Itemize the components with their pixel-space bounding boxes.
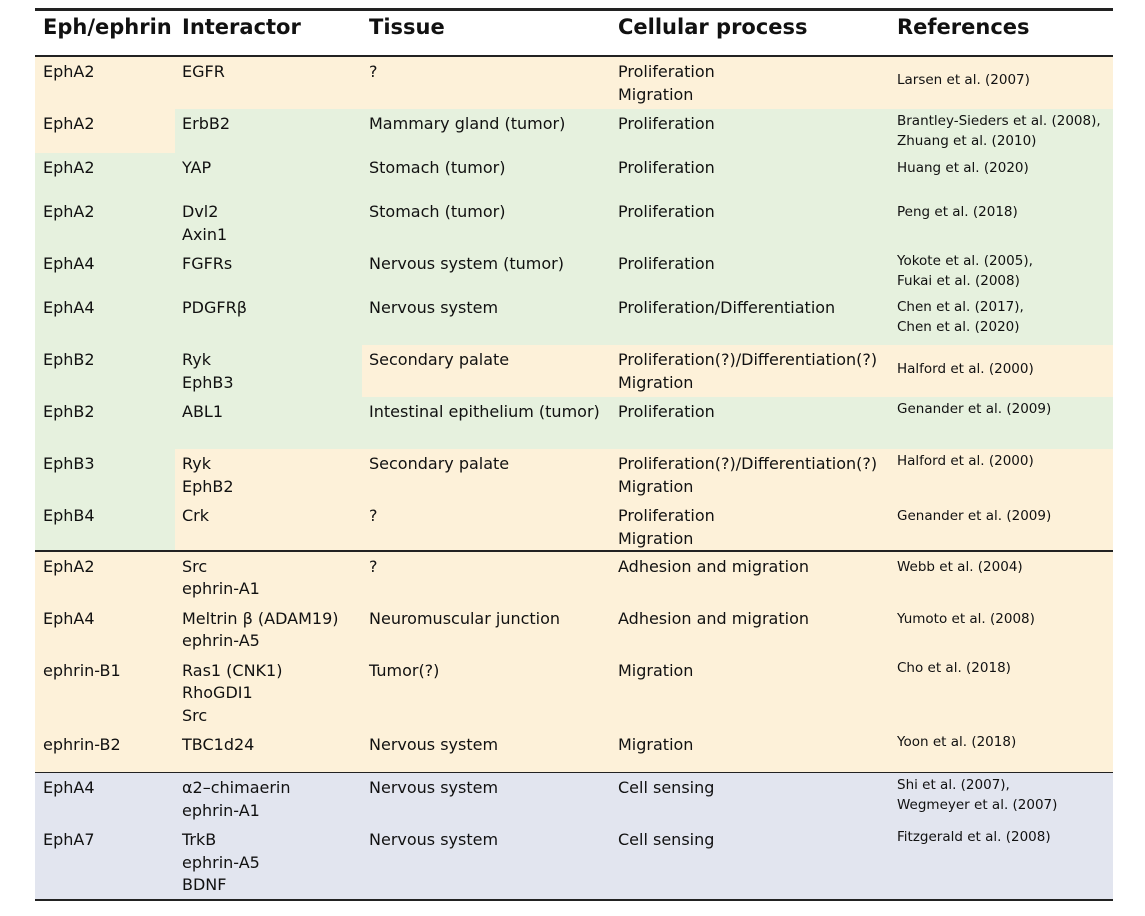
interactor-cell bbox=[182, 734, 254, 757]
reference-line: Yoon et al. (2018) bbox=[897, 733, 1017, 750]
eph-cell: EphB3 bbox=[43, 454, 95, 473]
interactor-cell bbox=[182, 349, 234, 394]
interactor-line: Crk bbox=[182, 506, 210, 525]
process-line: Migration bbox=[618, 660, 694, 680]
interactor-line: Src bbox=[182, 705, 208, 725]
table-row bbox=[35, 345, 1113, 397]
eph-cell: ephrin-B1 bbox=[43, 660, 121, 680]
interactor-cell bbox=[182, 608, 339, 653]
reference-line: Chen et al. (2020) bbox=[897, 319, 1020, 335]
reference-line: Zhuang et al. (2010) bbox=[897, 133, 1037, 149]
process-line: Migration bbox=[618, 734, 694, 754]
tissue-cell: Stomach (tumor) bbox=[369, 202, 506, 221]
eph-cell: EphA4 bbox=[43, 254, 95, 273]
eph-cell: EphA2 bbox=[43, 114, 95, 133]
interactor-line: Ryk bbox=[182, 454, 211, 473]
table-header bbox=[35, 11, 1113, 57]
reference-line: Fitzgerald et al. (2008) bbox=[897, 829, 1051, 845]
process-line: Adhesion and migration bbox=[618, 608, 810, 628]
eph-cell: EphB4 bbox=[43, 506, 95, 525]
interactor-line: ephrin-A1 bbox=[182, 800, 260, 820]
process-line: Proliferation(?)/Differentiation(?) bbox=[618, 350, 878, 369]
header-interactor: Interactor bbox=[182, 15, 301, 39]
interactor-line: EphB2 bbox=[182, 476, 234, 496]
eph-cell: ephrin-B2 bbox=[43, 734, 121, 754]
interactor-line: Ryk bbox=[182, 350, 211, 369]
process-cell bbox=[618, 113, 715, 136]
interactor-cell bbox=[182, 453, 234, 498]
eph-cell: EphA2 bbox=[43, 202, 95, 221]
reference-line: Yumoto et al. (2008) bbox=[897, 610, 1035, 627]
process-cell bbox=[618, 253, 715, 276]
reference-line: Wegmeyer et al. (2007) bbox=[897, 797, 1058, 813]
reference-cell bbox=[897, 557, 1023, 577]
header-references: References bbox=[897, 15, 1030, 39]
interactor-cell bbox=[182, 401, 223, 424]
table-row bbox=[35, 825, 1113, 899]
process-cell bbox=[618, 660, 693, 683]
interactor-line: Ras1 (CNK1) bbox=[182, 660, 283, 680]
reference-cell bbox=[897, 111, 1101, 151]
process-line: Proliferation bbox=[618, 158, 715, 177]
interactor-line: EphB3 bbox=[182, 372, 234, 392]
reference-line: Genander et al. (2009) bbox=[897, 401, 1052, 417]
header-process: Cellular process bbox=[618, 15, 808, 39]
tissue-cell: Nervous system bbox=[369, 298, 499, 317]
interactor-cell bbox=[182, 157, 211, 180]
interactor-line: PDGFRβ bbox=[182, 298, 247, 317]
table-row bbox=[35, 656, 1113, 730]
process-line: Proliferation bbox=[618, 506, 715, 525]
interactor-cell bbox=[182, 297, 247, 320]
reference-cell bbox=[897, 359, 1034, 379]
reference-line: Genander et al. (2009) bbox=[897, 508, 1052, 524]
reference-cell bbox=[897, 827, 1051, 847]
interactor-line: TrkB bbox=[182, 830, 217, 849]
header-tissue: Tissue bbox=[369, 15, 445, 39]
process-cell bbox=[618, 201, 715, 224]
interactor-line: ephrin-A5 bbox=[182, 852, 260, 872]
reference-line: Chen et al. (2017), bbox=[897, 299, 1024, 315]
reference-cell bbox=[897, 609, 1035, 629]
reference-line: Fukai et al. (2008) bbox=[897, 273, 1020, 289]
reference-line: Shi et al. (2007), bbox=[897, 777, 1010, 793]
reference-cell bbox=[897, 399, 1051, 419]
tissue-cell: Tumor(?) bbox=[369, 660, 440, 680]
interactor-line: ephrin-A1 bbox=[182, 579, 260, 598]
process-line: Proliferation bbox=[618, 402, 715, 421]
reference-line: Halford et al. (2000) bbox=[897, 453, 1034, 469]
eph-cell: EphA4 bbox=[43, 778, 95, 797]
process-line: Proliferation/Differentiation bbox=[618, 298, 836, 317]
reference-cell bbox=[897, 202, 1018, 222]
reference-line: Peng et al. (2018) bbox=[897, 204, 1018, 220]
tissue-cell: Nervous system bbox=[369, 778, 499, 797]
tissue-cell: Nervous system (tumor) bbox=[369, 254, 564, 273]
eph-cell: EphA4 bbox=[43, 298, 95, 317]
process-cell bbox=[618, 453, 877, 498]
interactor-line: α2–chimaerin bbox=[182, 778, 291, 797]
process-line: Migration bbox=[618, 84, 694, 104]
table-row bbox=[35, 449, 1113, 501]
reference-line: Cho et al. (2018) bbox=[897, 659, 1011, 676]
interactor-line: RhoGDI1 bbox=[182, 683, 253, 702]
reference-line: Yokote et al. (2005), bbox=[897, 253, 1033, 269]
process-line: Migration bbox=[618, 528, 694, 548]
reference-line: Brantley-Sieders et al. (2008), bbox=[897, 113, 1101, 129]
tissue-cell: Secondary palate bbox=[369, 350, 510, 369]
tissue-cell: Mammary gland (tumor) bbox=[369, 114, 566, 133]
table bbox=[35, 8, 1113, 901]
bottom-rule bbox=[35, 899, 1113, 901]
interactor-line: BDNF bbox=[182, 875, 227, 894]
cell-highlight bbox=[362, 501, 611, 550]
table-row bbox=[35, 604, 1113, 656]
interactor-cell bbox=[182, 201, 227, 246]
interactor-line: YAP bbox=[182, 158, 212, 177]
process-cell bbox=[618, 401, 715, 424]
process-line: Proliferation bbox=[618, 254, 715, 273]
table-row bbox=[35, 730, 1113, 772]
reference-cell bbox=[897, 732, 1016, 752]
header-eph: Eph/ephrin bbox=[43, 15, 172, 39]
interactor-cell bbox=[182, 660, 282, 728]
reference-line: Webb et al. (2004) bbox=[897, 558, 1023, 575]
interactor-line: Src bbox=[182, 556, 208, 576]
eph-cell: EphB2 bbox=[43, 350, 95, 369]
table-body bbox=[35, 57, 1113, 899]
process-cell bbox=[618, 608, 809, 631]
interactor-line: ABL1 bbox=[182, 402, 224, 421]
interactor-line: TBC1d24 bbox=[182, 734, 255, 754]
interactor-cell bbox=[182, 777, 291, 822]
process-cell bbox=[618, 157, 715, 180]
interactor-line: Meltrin β (ADAM19) bbox=[182, 608, 339, 628]
reference-cell bbox=[897, 451, 1034, 471]
interactor-cell bbox=[182, 113, 230, 136]
table-row bbox=[35, 153, 1113, 197]
eph-cell: EphB2 bbox=[43, 402, 95, 421]
eph-cell: EphA2 bbox=[43, 556, 95, 576]
reference-cell bbox=[897, 70, 1030, 90]
tissue-cell: Stomach (tumor) bbox=[369, 158, 506, 177]
eph-cell: EphA2 bbox=[43, 62, 95, 81]
process-line: Migration bbox=[618, 476, 694, 496]
interactor-cell bbox=[182, 253, 232, 276]
process-line: Proliferation bbox=[618, 62, 715, 81]
table-row bbox=[35, 197, 1113, 249]
tissue-cell: ? bbox=[369, 506, 378, 525]
reference-cell bbox=[897, 658, 1011, 678]
table-row bbox=[35, 501, 1113, 550]
tissue-cell: Neuromuscular junction bbox=[369, 608, 561, 628]
interactor-line: Axin1 bbox=[182, 224, 228, 244]
process-line: Proliferation bbox=[618, 114, 715, 133]
reference-cell bbox=[897, 158, 1029, 178]
process-line: Migration bbox=[618, 372, 694, 392]
process-cell bbox=[618, 734, 693, 757]
process-cell bbox=[618, 556, 809, 579]
process-line: Proliferation(?)/Differentiation(?) bbox=[618, 454, 878, 473]
interactor-cell bbox=[182, 505, 209, 528]
process-line: Proliferation bbox=[618, 202, 715, 221]
interactor-line: EGFR bbox=[182, 62, 225, 81]
reference-line: Larsen et al. (2007) bbox=[897, 72, 1030, 88]
table-row bbox=[35, 109, 1113, 153]
process-line: Cell sensing bbox=[618, 830, 715, 849]
interactor-line: ErbB2 bbox=[182, 114, 230, 133]
process-cell bbox=[618, 61, 715, 106]
tissue-cell: Nervous system bbox=[369, 734, 499, 754]
tissue-cell: Nervous system bbox=[369, 830, 499, 849]
eph-cell: EphA4 bbox=[43, 608, 95, 628]
interactor-line: Dvl2 bbox=[182, 202, 219, 221]
table-row bbox=[35, 397, 1113, 449]
eph-cell: EphA7 bbox=[43, 830, 95, 849]
reference-cell bbox=[897, 775, 1057, 815]
tissue-cell: Secondary palate bbox=[369, 454, 510, 473]
process-line: Cell sensing bbox=[618, 778, 715, 797]
eph-cell: EphA2 bbox=[43, 158, 95, 177]
reference-cell bbox=[897, 297, 1024, 337]
reference-line: Halford et al. (2000) bbox=[897, 361, 1034, 377]
process-cell bbox=[618, 829, 714, 852]
tissue-cell: ? bbox=[369, 62, 378, 81]
reference-line: Huang et al. (2020) bbox=[897, 160, 1029, 176]
table-row bbox=[35, 249, 1113, 293]
tissue-cell: ? bbox=[369, 556, 378, 576]
process-line: Adhesion and migration bbox=[618, 556, 810, 576]
reference-cell bbox=[897, 506, 1051, 526]
process-cell bbox=[618, 505, 715, 550]
reference-cell bbox=[897, 251, 1033, 291]
table-row bbox=[35, 57, 1113, 109]
interactor-line: ephrin-A5 bbox=[182, 631, 260, 650]
interactor-line: FGFRs bbox=[182, 254, 233, 273]
table-row bbox=[35, 293, 1113, 345]
process-cell bbox=[618, 297, 835, 320]
process-cell bbox=[618, 349, 877, 394]
interactor-cell bbox=[182, 829, 260, 897]
tissue-cell: Intestinal epithelium (tumor) bbox=[369, 402, 600, 421]
interactor-cell bbox=[182, 556, 260, 601]
interactor-cell bbox=[182, 61, 225, 84]
table-row bbox=[35, 552, 1113, 604]
process-cell bbox=[618, 777, 714, 800]
table-row bbox=[35, 773, 1113, 825]
